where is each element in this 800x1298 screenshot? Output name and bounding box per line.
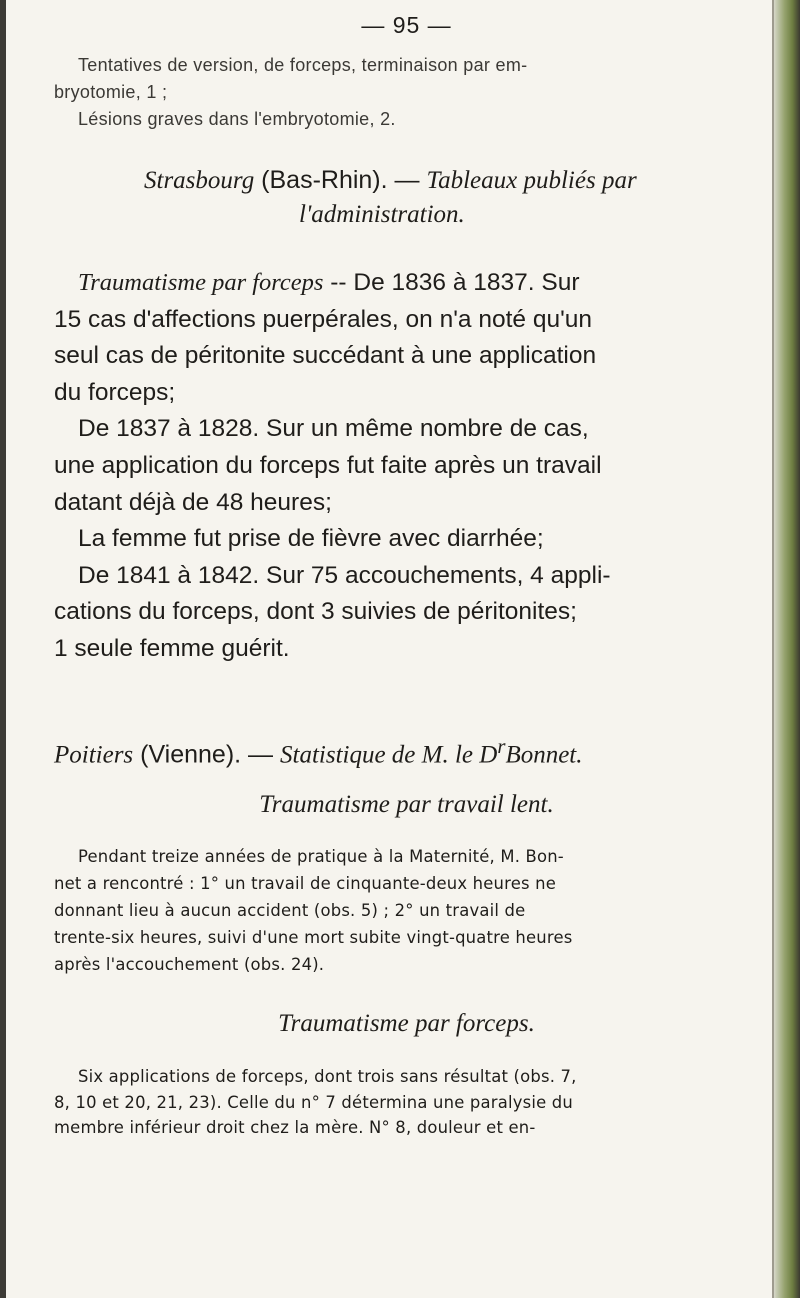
strasbourg-line: 1 seule femme guérit. xyxy=(54,634,290,662)
travail-lent-line: net a rencontré : 1° un travail de cinquante-deux heures ne xyxy=(54,874,556,893)
poitiers-region: (Vienne). — xyxy=(133,740,280,769)
intro-text xyxy=(54,52,759,133)
strasbourg-line: La femme fut prise de fièvre avec diarrhée; xyxy=(78,525,544,553)
strasbourg-line: datant déjà de 48 heures; xyxy=(54,488,332,516)
strasbourg-place: Strasbourg xyxy=(144,167,255,194)
strasbourg-line: du forceps; xyxy=(54,378,176,406)
forceps-heading: Traumatisme par forceps. xyxy=(278,1010,535,1037)
strasbourg-line-text: -- De 1836 à 1837. Sur xyxy=(323,269,580,296)
poitiers-heading xyxy=(54,729,759,772)
strasbourg-heading xyxy=(54,163,759,232)
intro-line: bryotomie, 1 ; xyxy=(54,82,168,102)
strasbourg-source-line2: l'administration. xyxy=(299,201,465,228)
book-binding-edge xyxy=(774,0,800,1298)
poitiers-source-end: Bonnet. xyxy=(505,741,583,769)
strasbourg-region: (Bas-Rhin). — xyxy=(254,166,427,194)
strasbourg-line: cations du forceps, dont 3 suivies de péritonites; xyxy=(54,598,577,626)
strasbourg-line: seul cas de péritonite succédant à une application xyxy=(54,342,597,370)
strasbourg-line: De 1841 à 1842. Sur 75 accouchements, 4 appli- xyxy=(78,561,611,589)
poitiers-source: Statistique de M. le D xyxy=(280,741,498,769)
travail-lent-line: après l'accouchement (obs. 24). xyxy=(54,955,325,974)
strasbourg-line: 15 cas d'affections puerpérales, on n'a noté qu'un xyxy=(54,305,592,333)
forceps-line: membre inférieur droit chez la mère. N° 8, douleur et en- xyxy=(54,1118,536,1138)
poitiers-place: Poitiers xyxy=(54,741,134,769)
forceps-trauma-label: Traumatisme par forceps xyxy=(78,269,324,296)
strasbourg-line: De 1837 à 1828. Sur un même nombre de cas, xyxy=(78,415,589,443)
page-number: — 95 — xyxy=(361,12,452,38)
left-page-shadow xyxy=(0,0,6,1298)
travail-lent-line: donnant lieu à aucun accident (obs. 5) ; 2° un travail de xyxy=(54,901,526,920)
strasbourg-text xyxy=(54,265,759,668)
forceps-line: 8, 10 et 20, 21, 23). Celle du n° 7 détermina une paralysie du xyxy=(54,1092,573,1112)
forceps-line: Six applications de forceps, dont trois sans résultat (obs. 7, xyxy=(78,1067,577,1086)
strasbourg-line xyxy=(54,265,759,302)
strasbourg-source: Tableaux publiés par xyxy=(426,167,637,194)
travail-lent-line: Pendant treize années de pratique à la Maternité, M. Bon- xyxy=(78,847,564,866)
intro-line: Tentatives de version, de forceps, terminaison par em- xyxy=(78,55,528,75)
poitiers-source-superscript: r xyxy=(497,734,506,758)
travail-lent-line: trente-six heures, suivi d'une mort subite vingt-quatre heures xyxy=(54,928,573,947)
strasbourg-line: une application du forceps fut faite après un travail xyxy=(54,451,602,479)
forceps-text xyxy=(54,1064,759,1141)
travail-lent-heading: Traumatisme par travail lent. xyxy=(259,791,554,818)
intro-line: Lésions graves dans l'embryotomie, 2. xyxy=(78,109,396,129)
travail-lent-text xyxy=(54,843,759,978)
